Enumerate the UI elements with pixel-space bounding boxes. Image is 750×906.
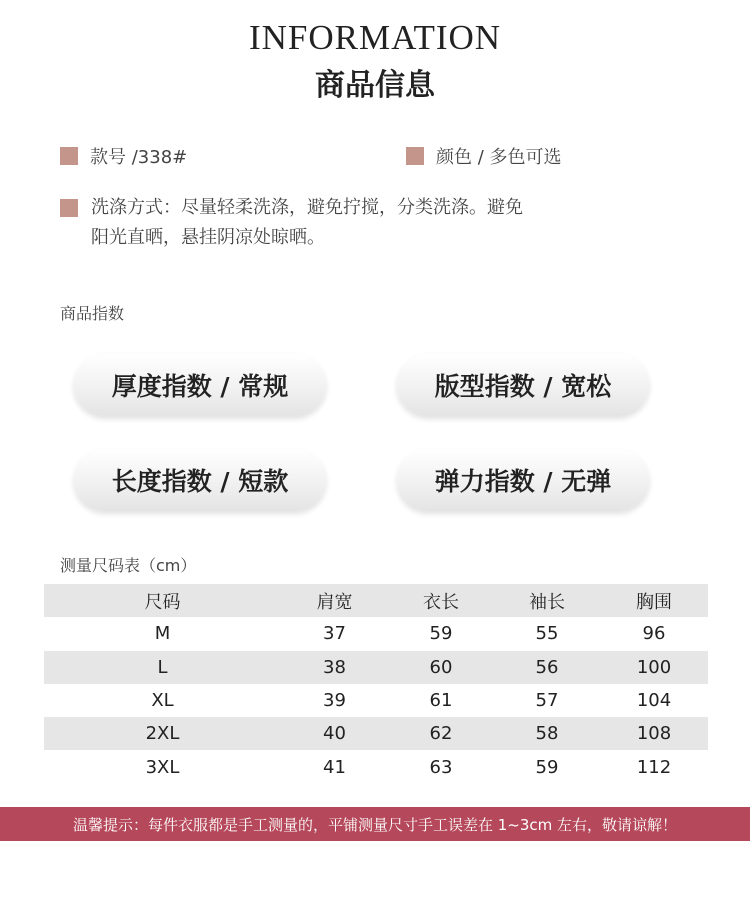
- table-row: [44, 717, 708, 750]
- wash-instructions: [60, 193, 600, 253]
- notice-text: 温馨提示：每件衣服都是手工测量的，平铺测量尺寸手工误差在 1~3cm 左右，敬请谅解！: [72, 815, 678, 834]
- table-cell: 108: [636, 723, 672, 745]
- size-table: [44, 584, 708, 784]
- table-cell: 57: [535, 690, 559, 712]
- length-index-pill: 长度指数 / 短款: [74, 449, 326, 511]
- table-cell: 41: [323, 756, 346, 778]
- size-table-label: 测量尺码表（cm）: [60, 556, 197, 575]
- table-cell: 38: [323, 656, 346, 678]
- table-row: [44, 684, 708, 717]
- table-cell: 62: [429, 723, 453, 745]
- notice-banner: [0, 807, 750, 841]
- table-cell: 40: [323, 723, 346, 745]
- table-row: [44, 617, 708, 650]
- table-cell: 2XL: [145, 723, 180, 745]
- style-number-line: [60, 143, 187, 173]
- square-bullet-icon: [60, 199, 78, 217]
- elasticity-index-pill: 弹力指数 / 无弹: [397, 449, 649, 511]
- table-cell: 55: [535, 623, 559, 645]
- square-bullet-icon: [60, 147, 78, 165]
- color-text: 颜色 / 多色可选: [436, 147, 562, 168]
- table-cell: 63: [429, 756, 453, 778]
- wash-text-line1: 洗涤方式：尽量轻柔洗涤，避免拧搅，分类洗涤。避免: [91, 197, 523, 218]
- table-cell: 56: [535, 656, 559, 678]
- table-cell: 39: [323, 690, 346, 712]
- color-line: [406, 143, 562, 173]
- table-cell: XL: [151, 690, 174, 712]
- table-cell: L: [157, 656, 168, 678]
- table-cell: 96: [642, 623, 666, 645]
- table-cell: 100: [636, 656, 672, 678]
- header-length: 衣长: [423, 591, 459, 613]
- header-size: 尺码: [144, 591, 181, 613]
- table-cell: 104: [636, 690, 672, 712]
- thickness-index-pill: 厚度指数 / 常规: [74, 354, 326, 416]
- table-cell: M: [154, 623, 171, 645]
- fit-index-pill: 版型指数 / 宽松: [397, 354, 649, 416]
- table-cell: 61: [429, 690, 453, 712]
- table-cell: 112: [636, 756, 672, 778]
- table-header-row: [44, 584, 708, 617]
- table-cell: 3XL: [145, 756, 180, 778]
- table-cell: 37: [323, 623, 346, 645]
- table-cell: 58: [535, 723, 559, 745]
- header-shoulder: 肩宽: [316, 591, 353, 613]
- table-cell: 60: [429, 656, 453, 678]
- square-bullet-icon: [406, 147, 424, 165]
- title-chinese: 商品信息: [315, 68, 435, 103]
- table-row: [44, 750, 708, 783]
- index-section-label: 商品指数: [60, 304, 125, 323]
- header-sleeve: 袖长: [529, 591, 565, 613]
- title-english: INFORMATION: [248, 18, 502, 57]
- table-cell: 59: [535, 756, 559, 778]
- header-chest: 胸围: [636, 591, 672, 613]
- table-cell: 59: [429, 623, 453, 645]
- wash-text-line2: 阳光直晒，悬挂阴凉处晾晒。: [91, 227, 325, 248]
- style-number-text: 款号 /338#: [90, 147, 188, 168]
- table-row: [44, 651, 708, 684]
